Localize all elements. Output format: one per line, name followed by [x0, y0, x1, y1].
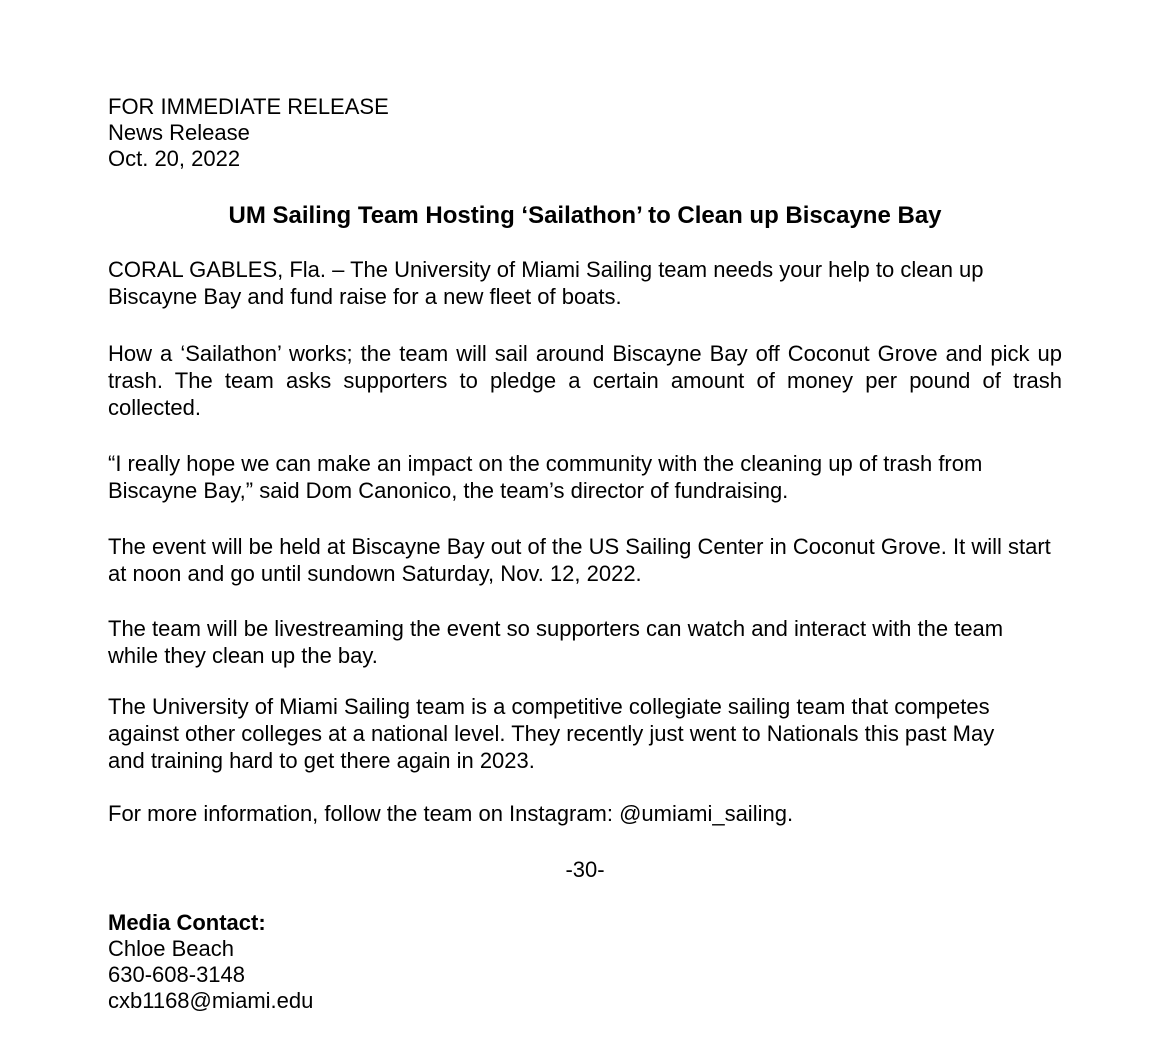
paragraph-event-details: The event will be held at Biscayne Bay out of the US Sailing Center in Coconut Grove. It will start at noon and go until sundown Saturday, Nov. 12, 2022.	[108, 534, 1051, 586]
paragraph-livestream: The team will be livestreaming the event so supporters can watch and interact with the team while they clean up the bay.	[108, 616, 1004, 668]
document-type: News Release	[108, 120, 250, 145]
contact-email: cxb1168@miami.edu	[108, 988, 314, 1013]
paragraph-how-it-works: How a ‘Sailathon’ works; the team will sail around Biscayne Bay off Coconut Grove and pick up trash. The team asks supporters to pledge a certain amount of money per pound of trash collected.	[108, 341, 1062, 420]
end-mark: -30-	[565, 857, 605, 882]
release-type: FOR IMMEDIATE RELEASE	[108, 94, 389, 119]
paragraph-more-info: For more information, follow the team on Instagram: @umiami_sailing.	[108, 801, 794, 826]
media-contact-label: Media Contact:	[108, 910, 266, 935]
paragraph-quote: “I really hope we can make an impact on the community with the cleaning up of trash from Biscayne Bay,” said Dom Canonico, the team’s director of fundraising.	[108, 451, 983, 503]
contact-name: Chloe Beach	[108, 936, 234, 961]
headline: UM Sailing Team Hosting ‘Sailathon’ to Clean up Biscayne Bay	[228, 202, 942, 229]
release-date: Oct. 20, 2022	[108, 146, 241, 171]
contact-phone: 630-608-3148	[108, 962, 246, 987]
paragraph-team-info: The University of Miami Sailing team is a competitive collegiate sailing team that competes against other colleges at a national level. They recently just went to Nationals this past May and training hard to get there again in 2023.	[108, 694, 995, 773]
media-contact	[108, 910, 313, 1014]
paragraph-intro: CORAL GABLES, Fla. – The University of Miami Sailing team needs your help to clean up Biscayne Bay and fund raise for a new fleet of boats.	[108, 257, 984, 309]
release-header	[108, 94, 389, 172]
